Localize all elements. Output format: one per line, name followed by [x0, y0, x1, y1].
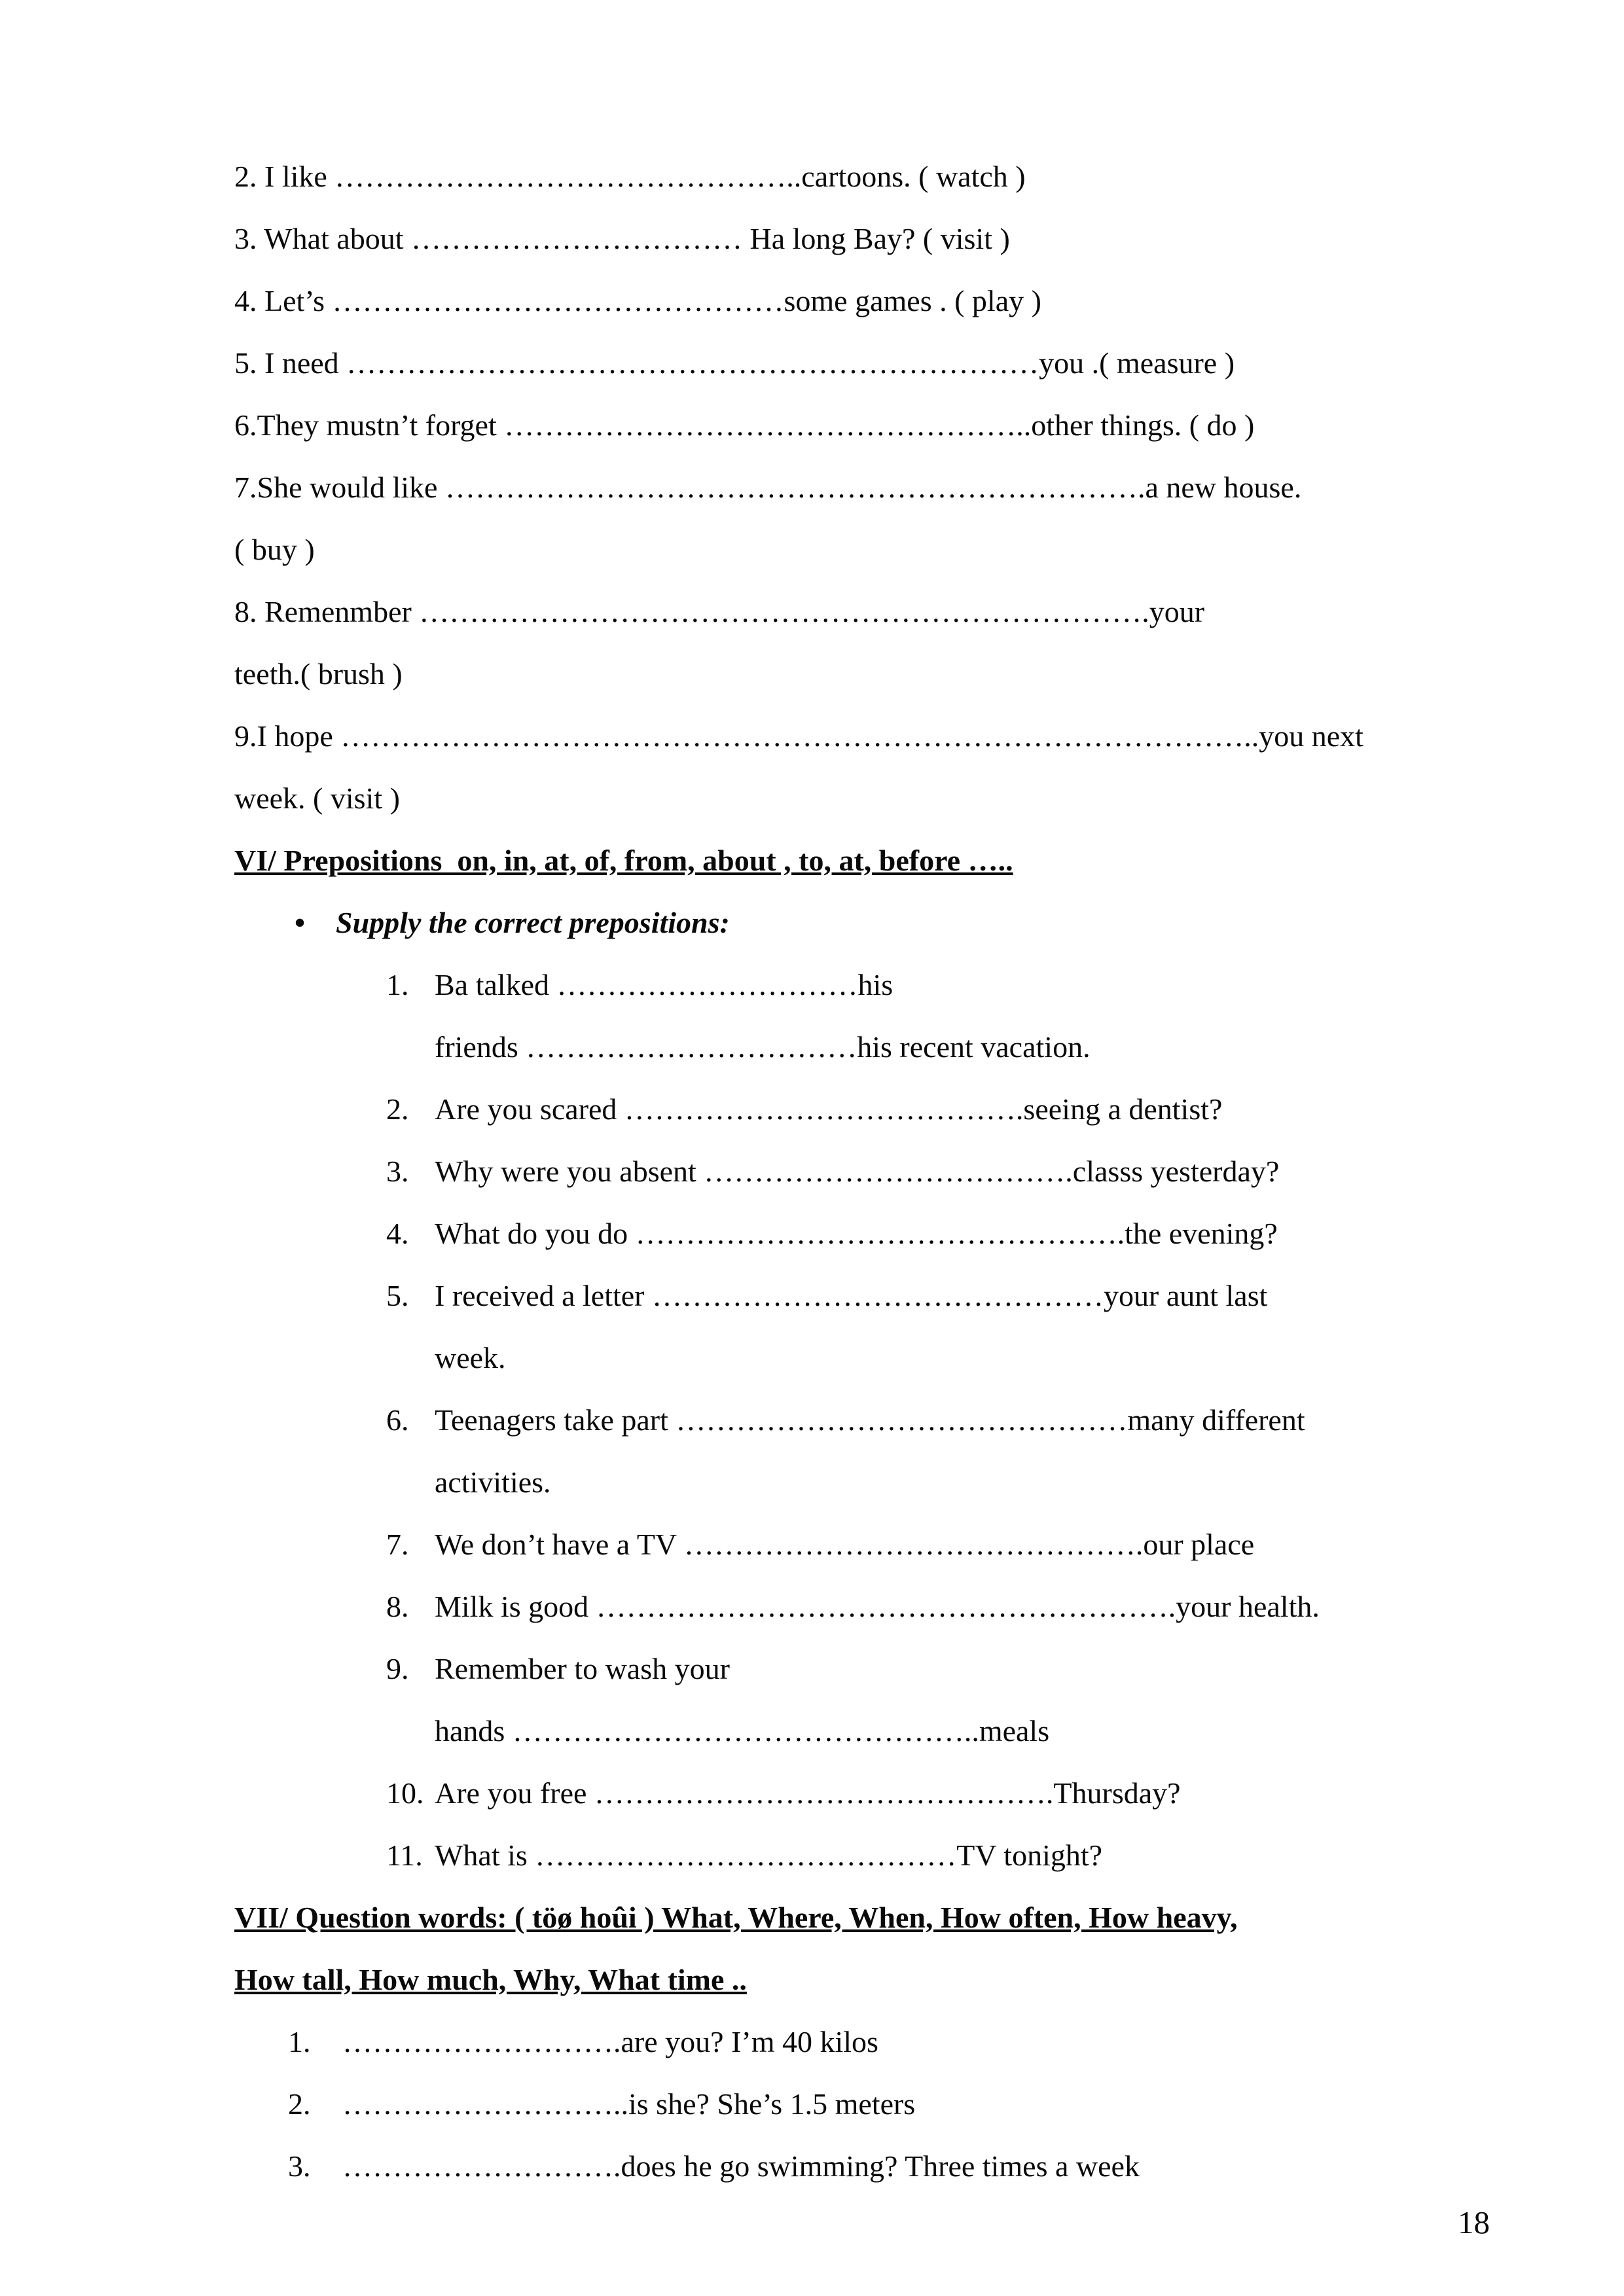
list-item: [386, 1824, 1467, 1886]
item-number: 1.: [288, 2025, 311, 2058]
item-text: [435, 1265, 1467, 1389]
item-number: 2.: [386, 1092, 409, 1126]
item-line: What do you do ………………………………………….the evening?: [435, 1217, 1278, 1250]
item-text: [435, 1638, 1467, 1762]
list-item: [386, 1389, 1467, 1513]
exercise-line: 7.She would like …………………………………………………………….a new house.: [234, 471, 1302, 504]
list-item: [386, 954, 1467, 1078]
item-line: Ba talked …………………………his: [435, 968, 893, 1001]
item-line: activities.: [435, 1465, 551, 1499]
list-item: [386, 1078, 1467, 1140]
list-item: [386, 1140, 1467, 1202]
list-item: [386, 1575, 1467, 1638]
item-number: 2.: [288, 2087, 311, 2121]
item-line: Milk is good ………………………………………………….your health.: [435, 1590, 1320, 1623]
item-text: [435, 1513, 1467, 1575]
section-vii-heading-line-1: VII/ Question words: ( töø hoûi ) What, Where, When, How often, How heavy,: [234, 1901, 1238, 1934]
item-line: ……………………….are you? I’m 40 kilos: [342, 2025, 878, 2058]
item-text: [435, 1824, 1467, 1886]
list-item: [288, 2135, 1467, 2197]
item-line: hands ………………………………………..meals: [435, 1714, 1050, 1748]
bullet-icon: •: [295, 906, 306, 939]
exercise-line: 5. I need ……………………………………………………………you .( measure ): [234, 346, 1235, 380]
item-number: 6.: [386, 1403, 409, 1437]
item-text: [435, 1140, 1467, 1202]
list-item: [386, 1202, 1467, 1265]
item-line: Teenagers take part ………………………………………many different: [435, 1403, 1305, 1437]
exercise-line: 3. What about …………………………… Ha long Bay? ( visit ): [234, 222, 1010, 255]
list-item: [386, 1513, 1467, 1575]
item-line: Remember to wash your: [435, 1652, 730, 1685]
exercise-line: 4. Let’s ………………………………………some games . ( play ): [234, 284, 1041, 317]
item-number: 9.: [386, 1652, 409, 1685]
item-text: [435, 1078, 1467, 1140]
item-number: 4.: [386, 1217, 409, 1250]
item-number: 8.: [386, 1590, 409, 1623]
item-number: 7.: [386, 1528, 409, 1561]
item-text: [435, 954, 1467, 1078]
list-item: [386, 1638, 1467, 1762]
item-text: [342, 2011, 1467, 2073]
item-line: Are you scared ………………………………….seeing a dentist?: [435, 1092, 1223, 1126]
item-text: [435, 1762, 1467, 1824]
list-item: [288, 2073, 1467, 2135]
item-line: What is ……………………………………TV tonight?: [435, 1839, 1103, 1872]
list-item: [386, 1265, 1467, 1389]
list-item: [288, 2011, 1467, 2073]
list-item: [386, 1762, 1467, 1824]
page-number: 18: [1458, 2204, 1490, 2240]
item-line: friends ……………………………his recent vacation.: [435, 1030, 1091, 1064]
item-number: 1.: [386, 968, 409, 1001]
item-line: week.: [435, 1341, 506, 1374]
item-number: 3.: [386, 1155, 409, 1188]
exercise-line: 6.They mustn’t forget ……………………………………………..other things. ( do ): [234, 408, 1255, 442]
exercise-line: 8. Remenmber ……………………………………………………………….your: [234, 595, 1205, 628]
instruction-text: Supply the correct prepositions:: [336, 906, 730, 939]
item-line: We don’t have a TV ……………………………………….our place: [435, 1528, 1255, 1561]
exercise-line: 2. I like ………………………………………..cartoons. ( watch ): [234, 160, 1026, 193]
exercise-line: teeth.( brush ): [234, 657, 403, 691]
item-line: Are you free ……………………………………….Thursday?: [435, 1776, 1181, 1810]
item-text: [342, 2135, 1467, 2197]
item-line: ……………………….does he go swimming? Three times a week: [342, 2149, 1140, 2183]
exercise-line: 9.I hope ………………………………………………………………………………..you next: [234, 719, 1363, 753]
item-number: 3.: [288, 2149, 311, 2183]
section-vii-heading-line-2: How tall, How much, Why, What time ..: [234, 1963, 747, 1996]
exercise-line: week. ( visit ): [234, 781, 400, 815]
question-words-list: [234, 2011, 1467, 2197]
exercise-line: ( buy ): [234, 533, 315, 566]
item-text: [435, 1575, 1467, 1638]
item-line: I received a letter ………………………………………your aunt last: [435, 1279, 1268, 1312]
item-text: [435, 1389, 1467, 1513]
item-number: 10.: [386, 1776, 424, 1810]
section-vi-instruction: [234, 891, 1467, 954]
item-line: Why were you absent ……………………………….classs yesterday?: [435, 1155, 1280, 1188]
section-vi-heading: VI/ Prepositions on, in, at, of, from, about , to, at, before …..: [234, 844, 1013, 877]
item-line: ………………………..is she? She’s 1.5 meters: [342, 2087, 916, 2121]
item-number: 5.: [386, 1279, 409, 1312]
item-number: 11.: [386, 1839, 423, 1872]
item-text: [342, 2073, 1467, 2135]
prepositions-list: [234, 954, 1467, 1886]
item-text: [435, 1202, 1467, 1265]
